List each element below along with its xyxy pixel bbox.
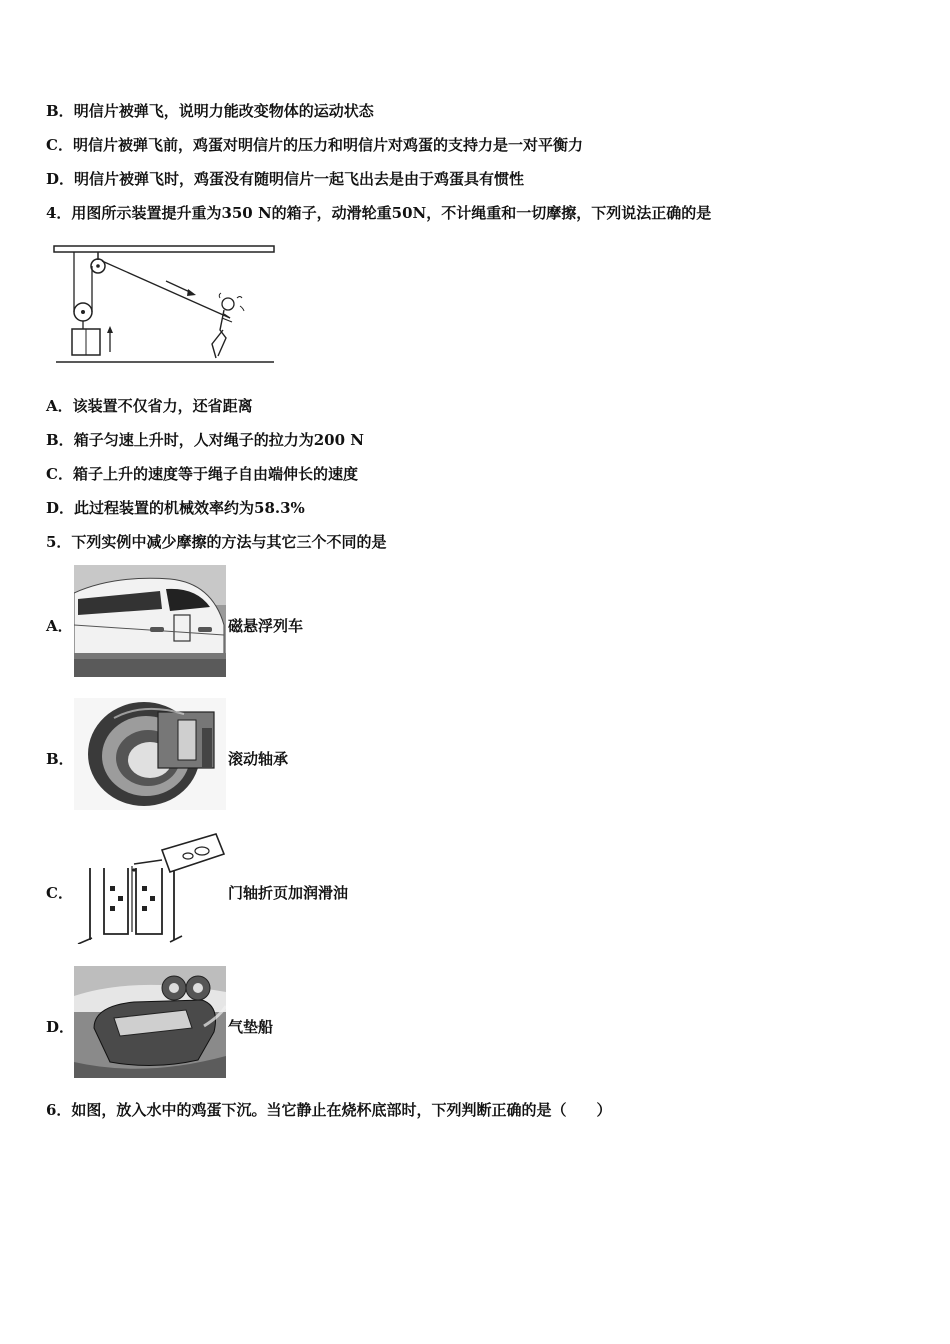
option-caption: 门轴折页加润滑油 [228, 884, 349, 902]
q5-stem: 5．下列实例中减少摩擦的方法与其它三个不同的是 [46, 533, 387, 551]
option-letter: A． [46, 617, 73, 635]
q4-option-d: D．此过程装置的机械效率约为58.3% [46, 499, 305, 517]
option-caption: 滚动轴承 [228, 750, 289, 768]
q3-option-b: B．明信片被弹飞，说明力能改变物体的运动状态 [46, 102, 374, 120]
q4-option-b: B．箱子匀速上升时，人对绳子的拉力为200 N [46, 431, 364, 449]
option-letter: C． [46, 884, 73, 902]
q5-option-a [46, 565, 566, 677]
q3-option-c: C．明信片被弹飞前，鸡蛋对明信片的压力和明信片对鸡蛋的支持力是一对平衡力 [46, 136, 583, 154]
door-hinge-oil-image [74, 832, 226, 944]
option-letter: D． [46, 1018, 75, 1036]
hovercraft-image [74, 966, 226, 1078]
q5-option-d [46, 966, 566, 1078]
pulley-diagram [52, 238, 278, 378]
q4-option-a: A．该装置不仅省力，还省距离 [46, 397, 253, 415]
option-caption: 气垫船 [228, 1018, 274, 1036]
q6-stem: 6．如图，放入水中的鸡蛋下沉。当它静止在烧杯底部时，下列判断正确的是（ ） [46, 1101, 612, 1119]
q3-option-d: D．明信片被弹飞时，鸡蛋没有随明信片一起飞出去是由于鸡蛋具有惯性 [46, 170, 525, 188]
option-letter: B． [46, 750, 74, 768]
option-caption: 磁悬浮列车 [228, 617, 304, 635]
maglev-train-image [74, 565, 226, 677]
q5-option-c [46, 832, 566, 944]
rolling-bearing-image [74, 698, 226, 810]
q4-option-c: C．箱子上升的速度等于绳子自由端伸长的速度 [46, 465, 358, 483]
q5-option-b [46, 698, 566, 810]
q4-stem: 4．用图所示装置提升重为350 N的箱子，动滑轮重50N，不计绳重和一切摩擦，下列说法正确的是 [46, 204, 712, 222]
